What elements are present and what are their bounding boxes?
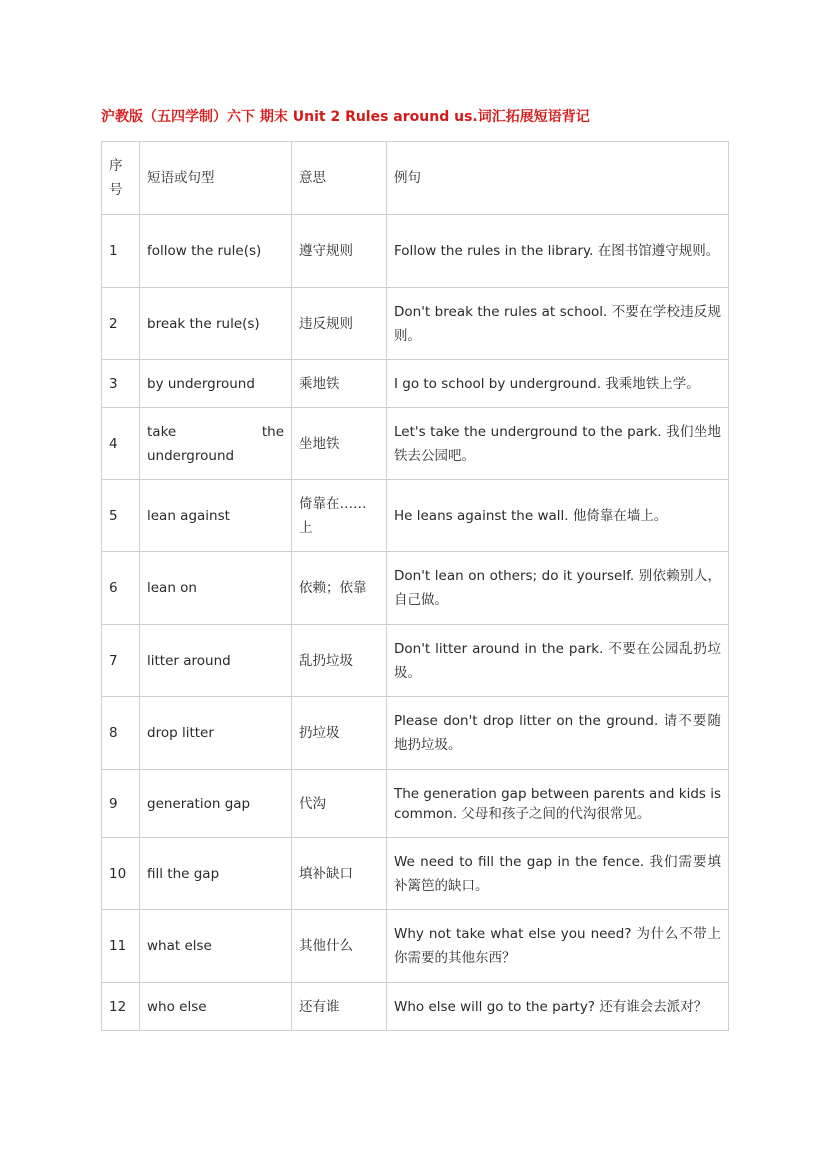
row-index: 12 [102,983,140,1031]
row-example: Why not take what else you need? 为什么不带上你需要的其他东西？ [387,910,729,983]
table-row [102,480,729,552]
row-meaning: 扔垃圾 [292,697,387,770]
row-example: Don't litter around in the park. 不要在公园乱扔垃圾。 [387,625,729,697]
table-row [102,770,729,838]
table-row [102,910,729,983]
row-phrase: take the underground [140,408,292,480]
row-phrase: what else [140,910,292,983]
row-meaning: 依赖；依靠 [292,552,387,625]
row-index: 6 [102,552,140,625]
row-meaning: 违反规则 [292,288,387,360]
row-example: He leans against the wall. 他倚靠在墙上。 [387,480,729,552]
header-example: 例句 [387,142,729,215]
table-row [102,697,729,770]
row-example: Please don't drop litter on the ground. 请不要随地扔垃圾。 [387,697,729,770]
row-index: 4 [102,408,140,480]
row-example: Don't break the rules at school. 不要在学校违反规则。 [387,288,729,360]
row-meaning: 倚靠在……上 [292,480,387,552]
row-meaning: 乱扔垃圾 [292,625,387,697]
table-row [102,625,729,697]
row-meaning: 遵守规则 [292,215,387,288]
table-row [102,215,729,288]
row-phrase: break the rule(s) [140,288,292,360]
row-example: I go to school by underground. 我乘地铁上学。 [387,360,729,408]
row-phrase: follow the rule(s) [140,215,292,288]
header-meaning: 意思 [292,142,387,215]
row-meaning: 代沟 [292,770,387,838]
table-row [102,288,729,360]
row-index: 2 [102,288,140,360]
row-meaning: 乘地铁 [292,360,387,408]
row-index: 10 [102,838,140,910]
table-row [102,838,729,910]
row-phrase: litter around [140,625,292,697]
row-phrase: generation gap [140,770,292,838]
row-example: The generation gap between parents and kids is common. 父母和孩子之间的代沟很常见。 [387,770,729,838]
row-index: 11 [102,910,140,983]
header-phrase: 短语或句型 [140,142,292,215]
table-row [102,408,729,480]
row-phrase: lean on [140,552,292,625]
row-index: 1 [102,215,140,288]
table-row [102,360,729,408]
row-example: Don't lean on others; do it yourself. 别依赖别人，自己做。 [387,552,729,625]
table-row [102,552,729,625]
vocabulary-table [101,141,729,1031]
row-index: 8 [102,697,140,770]
row-phrase: fill the gap [140,838,292,910]
table-header-row [102,142,729,215]
page-title: 沪教版（五四学制）六下 期末 Unit 2 Rules around us.词汇拓展短语背记 [101,109,590,125]
row-meaning: 填补缺口 [292,838,387,910]
row-phrase: who else [140,983,292,1031]
row-phrase: lean against [140,480,292,552]
row-meaning: 坐地铁 [292,408,387,480]
header-index: 序号 [102,142,140,215]
row-phrase: by underground [140,360,292,408]
row-index: 9 [102,770,140,838]
row-phrase: drop litter [140,697,292,770]
row-example: Let's take the underground to the park. 我们坐地铁去公园吧。 [387,408,729,480]
row-index: 5 [102,480,140,552]
table-row [102,983,729,1031]
row-example: Follow the rules in the library. 在图书馆遵守规则。 [387,215,729,288]
row-index: 3 [102,360,140,408]
row-example: Who else will go to the party? 还有谁会去派对？ [387,983,729,1031]
row-example: We need to fill the gap in the fence. 我们需要填补篱笆的缺口。 [387,838,729,910]
row-index: 7 [102,625,140,697]
row-meaning: 还有谁 [292,983,387,1031]
row-meaning: 其他什么 [292,910,387,983]
